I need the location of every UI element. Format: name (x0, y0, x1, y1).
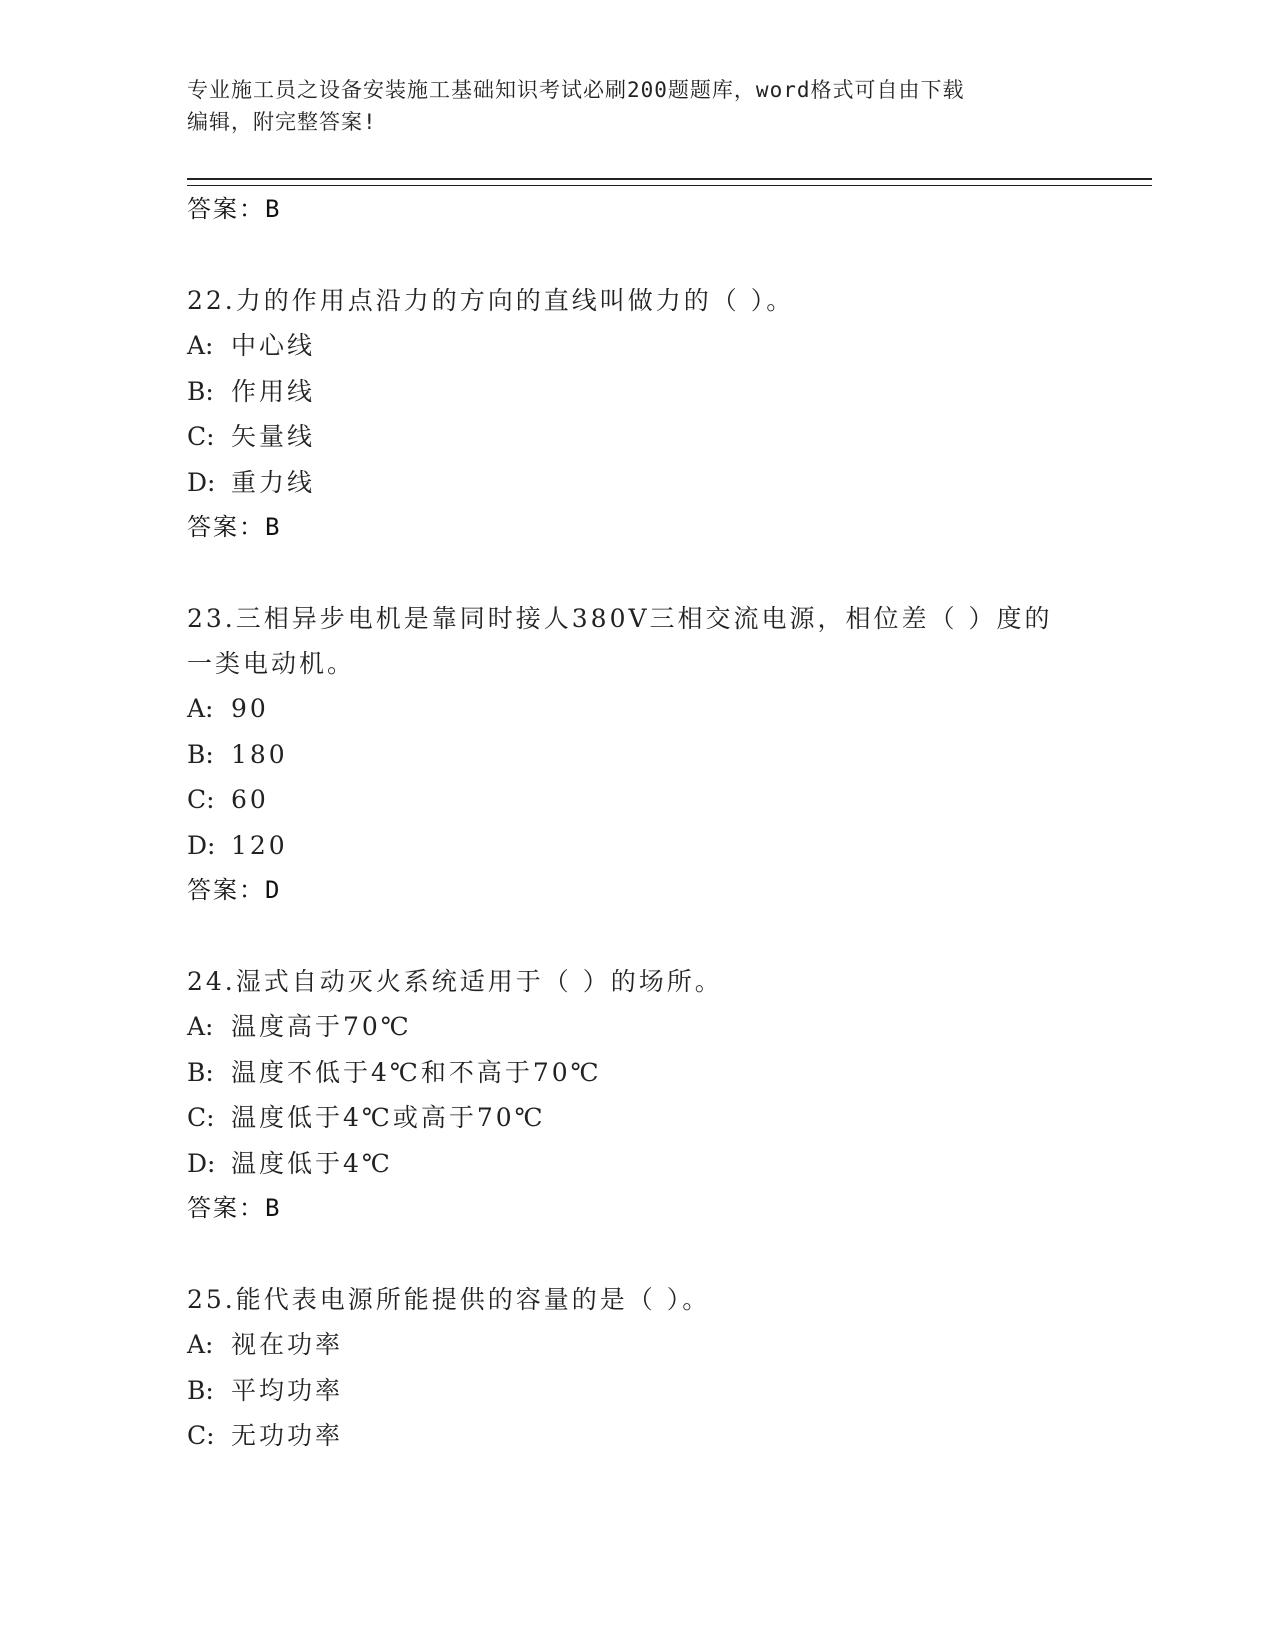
option-b (187, 1050, 1147, 1096)
question-text-continued: 一类电动机。 (187, 649, 356, 678)
option-letter: C: (187, 422, 215, 451)
option-letter: A: (187, 694, 214, 723)
header-title-line-1: 专业施工员之设备安装施工基础知识考试必刷200题题库，word格式可自由下载 (187, 78, 965, 102)
option-a (187, 323, 1147, 369)
option-text: 作用线 (231, 376, 316, 406)
option-a (187, 1004, 1147, 1050)
option-c (187, 414, 1147, 460)
option-letter: B: (187, 739, 214, 769)
answer-line: 答案：D (187, 876, 282, 904)
option-letter: C: (187, 1421, 215, 1450)
option-c (187, 1095, 1147, 1141)
option-text: 视在功率 (231, 1330, 344, 1359)
question-25 (187, 1277, 1147, 1459)
option-c (187, 777, 1147, 823)
question-text: 22.力的作用点沿力的方向的直线叫做力的（ ）。 (187, 286, 795, 315)
option-letter: D: (187, 467, 216, 497)
header-title-line-2: 编辑，附完整答案! (187, 110, 377, 134)
question-text: 25.能代表电源所能提供的容量的是（ ）。 (187, 1285, 711, 1314)
question-22 (187, 278, 1147, 550)
document-header (187, 74, 1067, 138)
answer-line: 答案：B (187, 1194, 282, 1222)
option-b (187, 369, 1147, 415)
option-b (187, 732, 1147, 778)
question-24 (187, 959, 1147, 1231)
option-text: 90 (231, 694, 269, 723)
answer-line: 答案：B (187, 195, 282, 223)
question-text: 24.湿式自动灭火系统适用于（ ）的场所。 (187, 967, 723, 996)
question-23 (187, 596, 1147, 913)
document-body (187, 187, 1147, 1459)
option-d (187, 1141, 1147, 1187)
option-text: 矢量线 (231, 422, 316, 451)
option-text: 温度低于4℃或高于70℃ (231, 1103, 546, 1132)
option-text: 平均功率 (231, 1375, 344, 1405)
option-letter: A: (187, 331, 214, 360)
header-divider (187, 178, 1152, 186)
option-d (187, 460, 1147, 506)
answer-line: 答案：B (187, 513, 282, 541)
option-d (187, 823, 1147, 869)
option-text: 180 (231, 739, 288, 769)
option-a (187, 1322, 1147, 1368)
option-letter: C: (187, 1103, 215, 1132)
option-letter: B: (187, 1057, 214, 1087)
option-text: 重力线 (231, 467, 316, 497)
option-text: 温度不低于4℃和不高于70℃ (231, 1057, 602, 1087)
option-text: 无功功率 (231, 1421, 344, 1450)
option-letter: A: (187, 1330, 214, 1359)
option-a (187, 686, 1147, 732)
question-text: 23.三相异步电机是靠同时接人380V三相交流电源，相位差（ ）度的 (187, 604, 1053, 633)
option-c (187, 1413, 1147, 1459)
option-text: 温度高于70℃ (231, 1012, 412, 1041)
option-text: 120 (231, 830, 288, 860)
option-text: 中心线 (231, 331, 316, 360)
option-letter: C: (187, 785, 215, 814)
option-letter: D: (187, 1148, 216, 1178)
option-letter: B: (187, 1375, 214, 1405)
option-text: 温度低于4℃ (231, 1148, 393, 1178)
option-b (187, 1368, 1147, 1414)
option-letter: B: (187, 376, 214, 406)
option-text: 60 (231, 785, 269, 814)
option-letter: D: (187, 830, 216, 860)
option-letter: A: (187, 1012, 214, 1041)
